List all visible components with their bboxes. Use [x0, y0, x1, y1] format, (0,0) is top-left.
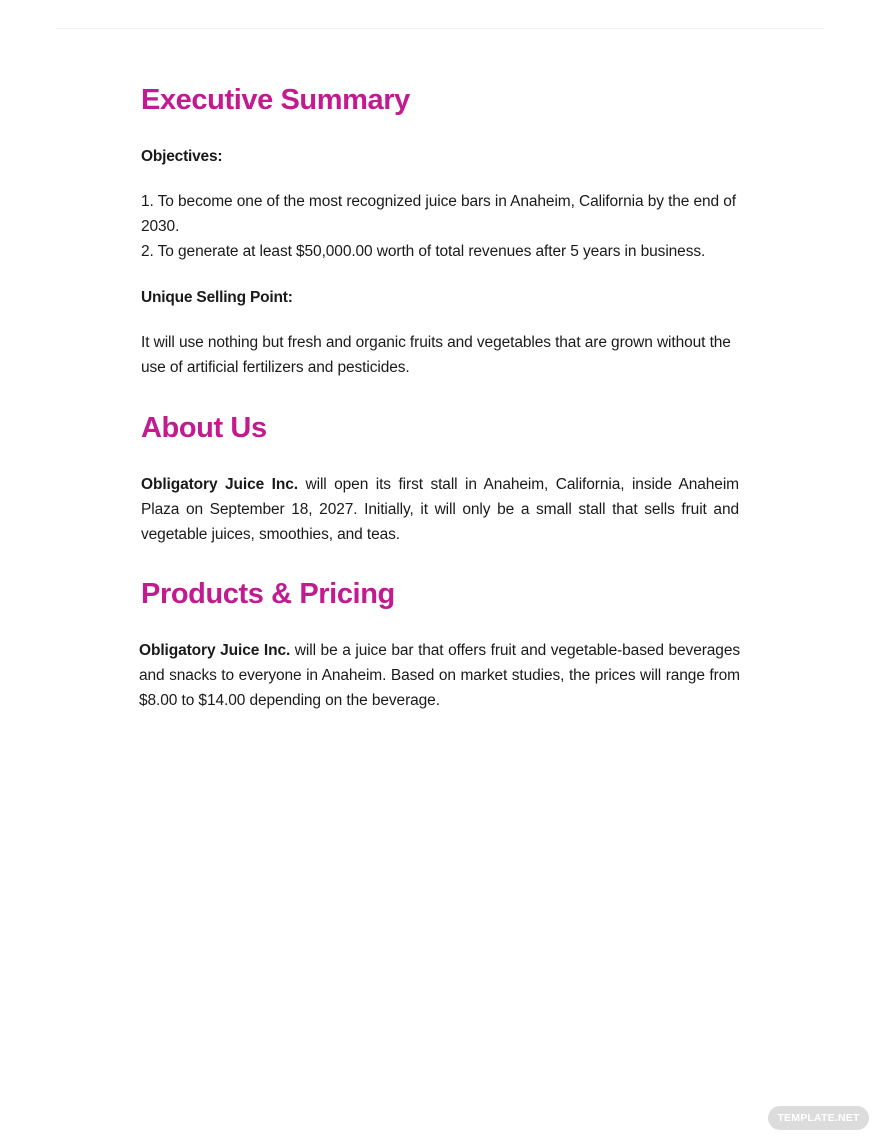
- products-pricing-text: will be a juice bar that offers fruit and vegetable-based beverages and snacks to everyone in Anaheim. Based on market studies, the prices will range from $8.00 to $14.00 depending on the beverage.: [139, 642, 740, 709]
- products-pricing-paragraph: [139, 638, 740, 713]
- about-us-company-name: Obligatory Juice Inc.: [141, 476, 298, 493]
- executive-summary-heading: Executive Summary: [141, 84, 410, 116]
- top-divider: [56, 28, 824, 29]
- executive-summary-section: [141, 78, 739, 380]
- objectives-label: Objectives:: [141, 148, 223, 165]
- objective-item-1: 1. To become one of the most recognized juice bars in Anaheim, California by the end of 2030.: [141, 193, 737, 235]
- products-pricing-section: [141, 572, 739, 713]
- about-us-text: will open its first stall in Anaheim, California, inside Anaheim Plaza on September 18, 2027. Initially, it will only be a small stall that sells fruit and vegetable juices, smoothies, and teas.: [141, 476, 739, 543]
- document-body: [141, 78, 739, 713]
- objectives-list: [141, 189, 739, 264]
- objective-item-2: 2. To generate at least $50,000.00 worth of total revenues after 5 years in business.: [141, 243, 706, 260]
- products-pricing-heading: Products & Pricing: [141, 578, 395, 610]
- about-us-section: [141, 406, 739, 547]
- template-net-watermark: TEMPLATE.NET: [768, 1106, 869, 1130]
- products-pricing-company-name: Obligatory Juice Inc.: [139, 642, 291, 659]
- unique-selling-point-text: It will use nothing but fresh and organic fruits and vegetables that are grown without the use of artificial fertilizers and pesticides.: [141, 334, 731, 376]
- about-us-heading: About Us: [141, 412, 267, 444]
- about-us-paragraph: [141, 472, 739, 547]
- unique-selling-point-label: Unique Selling Point:: [141, 289, 293, 306]
